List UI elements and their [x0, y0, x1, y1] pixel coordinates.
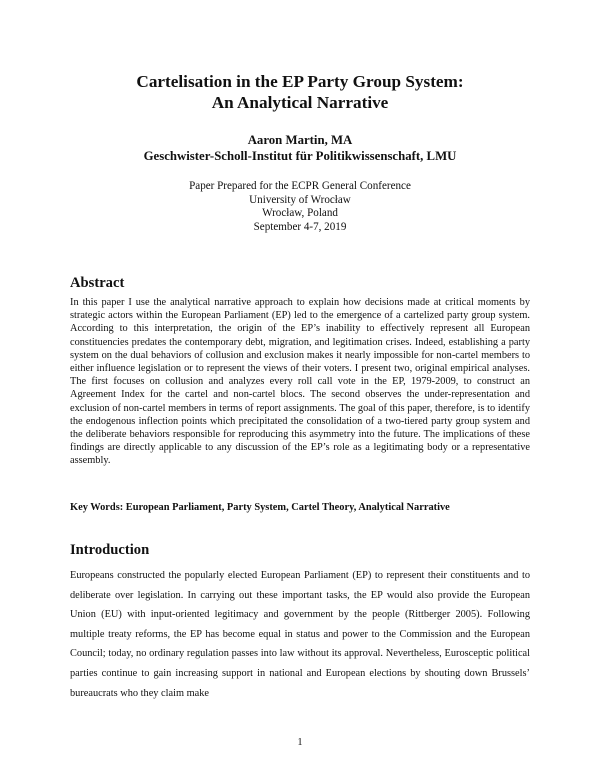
conference-line-4: September 4-7, 2019: [253, 220, 347, 233]
conference-line-3: Wrocław, Poland: [262, 207, 338, 219]
paper-title: [70, 71, 530, 113]
author-block: [60, 132, 540, 164]
page-number: 1: [297, 737, 303, 748]
abstract-text: In this paper I use the analytical narrative approach to explain how decisions made at critical moments by strategic actors within the European Parliament (EP) led to the emergence of a cartelized party group system. According to this interpretation, the origin of the EP’s inability to effectively represent all European constituencies predates the contemporary debt, migration, and legitimation crises. Indeed, establishing a party system on the dual behaviors of collusion and exclusion makes it nearly impossible for non-cartel members to either influence legislation or to represent the views of their voters. I present two, original empirical analyses. The first focuses on collusion and analyzes every roll call vote in the EP, 1979-2009, to construct an Agreement Index for the cartel and non-cartel blocs. The second observes the under-representation and exclusion of non-cartel members in terms of report assignments. The goal of this paper, therefore, is to identify the endogenous inflection points which precipitated the consolidation of a two-tiered party group system and the deliberate behaviors responsible for reproducing this asymmetry into the future. The implications of these findings are directly applicable to any discussion of the EP’s role as a legitimating body or a representative assembly.: [70, 297, 530, 467]
introduction-heading: Introduction: [70, 542, 150, 558]
paper-title-line-1: Cartelisation in the EP Party Group System:: [136, 72, 464, 91]
conference-line-2: University of Wrocław: [249, 193, 351, 206]
paper-title-line-2: An Analytical Narrative: [211, 93, 389, 112]
introduction-text: Europeans constructed the popularly elected European Parliament (EP) to represent their constituents and to deliberate over legislation. In carrying out these important tasks, the EP would also provide the European Union (EU) with input-oriented legitimacy and government by the people (Rittberger 2005). Following multiple treaty reforms, the EP has become equal in status and power to the Commission and the European Council; today, no ordinary regulation passes into law without its approval. Nevertheless, Eurosceptic political parties continue to gain increasing support in national and European elections by shouting down Brussels’ bureaucrats who they claim make: [70, 570, 530, 699]
author-name: Aaron Martin, MA: [247, 133, 353, 147]
author-affiliation: Geschwister-Scholl-Institut für Politikwissenschaft, LMU: [143, 149, 457, 163]
keywords: Key Words: European Parliament, Party System, Cartel Theory, Analytical Narrative: [70, 502, 450, 513]
abstract-heading: Abstract: [70, 275, 125, 291]
conference-line-1: Paper Prepared for the ECPR General Conference: [189, 180, 411, 192]
conference-info: [100, 180, 500, 234]
